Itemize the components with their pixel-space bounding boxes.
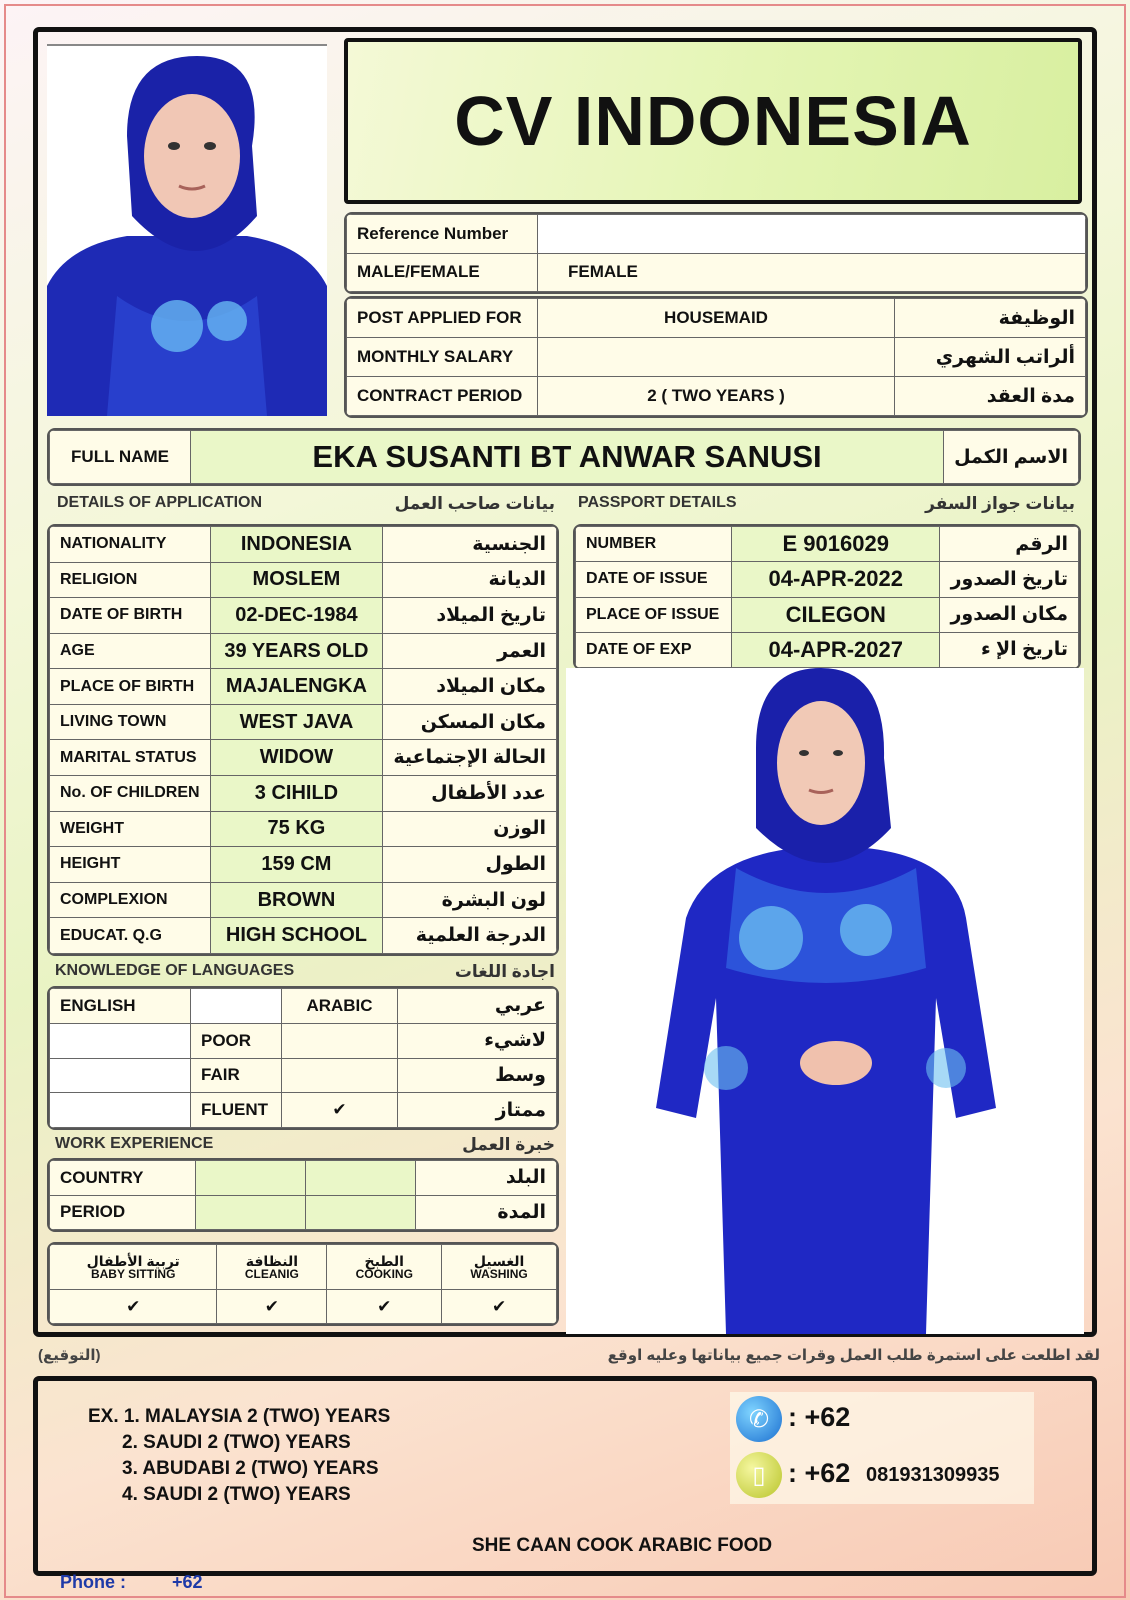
level-fair: FAIR	[191, 1058, 282, 1093]
passport-value: E 9016029	[732, 527, 940, 562]
gender-value: FEMALE	[538, 253, 1086, 292]
skill-label: COOKING	[355, 1267, 413, 1282]
detail-value: WIDOW	[210, 740, 383, 776]
skill-header	[217, 1245, 327, 1290]
reference-value	[538, 215, 1086, 254]
passport-row	[576, 562, 1079, 597]
detail-value: WEST JAVA	[210, 704, 383, 740]
period-label-ar: المدة	[416, 1195, 557, 1230]
detail-label-ar: لون البشرة	[383, 882, 557, 918]
reference-table	[344, 212, 1088, 294]
detail-value: 39 YEARS OLD	[210, 633, 383, 669]
check-poor	[282, 1023, 398, 1058]
languages-table	[47, 986, 559, 1130]
skill-label-ar: الغسيل	[473, 1252, 525, 1269]
detail-label-ar: الحالة الإجتماعية	[383, 740, 557, 776]
passport-table	[573, 524, 1081, 670]
detail-label: LIVING TOWN	[50, 704, 211, 740]
detail-row	[50, 598, 557, 634]
passport-row	[576, 527, 1079, 562]
full-name-label: FULL NAME	[50, 431, 191, 484]
english-header: ENGLISH	[50, 989, 191, 1024]
title-banner	[344, 38, 1082, 204]
experience-line-4: 4. SAUDI 2 (TWO) YEARS	[122, 1484, 351, 1505]
detail-row	[50, 811, 557, 847]
phone1-value: : +62	[788, 1402, 851, 1432]
salary-label: MONTHLY SALARY	[347, 338, 538, 377]
work-table	[47, 1158, 559, 1232]
passport-value: 04-APR-2027	[732, 632, 940, 667]
signature-label: (التوقيع)	[38, 1347, 101, 1364]
detail-label-ar: مكان الميلاد	[383, 669, 557, 705]
detail-value: 159 CM	[210, 847, 383, 883]
detail-value: MOSLEM	[210, 562, 383, 598]
mobile-number: 081931309935	[866, 1464, 1000, 1486]
country-label-ar: البلد	[416, 1161, 557, 1196]
level-poor: POOR	[191, 1023, 282, 1058]
skill-header	[442, 1245, 557, 1290]
detail-row	[50, 740, 557, 776]
level-fluent-ar: ممتاز	[398, 1093, 557, 1128]
level-fluent: FLUENT	[191, 1093, 282, 1128]
skill-label: WASHING	[470, 1267, 528, 1282]
detail-label: RELIGION	[50, 562, 211, 598]
passport-label: PLACE OF ISSUE	[576, 597, 732, 632]
detail-label: EDUCAT. Q.G	[50, 918, 211, 954]
signature-statement: لقد اطلعت على استمرة طلب العمل وقرات جميع بياناتها وعليه اوقع	[607, 1347, 1100, 1364]
detail-label: No. OF CHILDREN	[50, 776, 211, 812]
page-title: CV INDONESIA	[454, 82, 972, 160]
experience-line-1: EX. 1. MALAYSIA 2 (TWO) YEARS	[88, 1406, 391, 1427]
detail-value: MAJALENGKA	[210, 669, 383, 705]
detail-row	[50, 847, 557, 883]
passport-label-ar: مكان الصدور	[940, 597, 1079, 632]
passport-label-ar: تاريخ الصدور	[940, 562, 1079, 597]
detail-label-ar: مكان المسكن	[383, 704, 557, 740]
salary-value	[538, 338, 895, 377]
detail-value: HIGH SCHOOL	[210, 918, 383, 954]
passport-value: 04-APR-2022	[732, 562, 940, 597]
skill-label-ar: النظافة	[245, 1252, 299, 1269]
skill-label-ar: تربية الأطفال	[86, 1252, 180, 1269]
detail-label-ar: الجنسية	[383, 527, 557, 563]
passport-label-ar: الرقم	[940, 527, 1079, 562]
skill-header	[327, 1245, 442, 1290]
detail-value: INDONESIA	[210, 527, 383, 563]
detail-value: 3 CIHILD	[210, 776, 383, 812]
languages-section-title-ar: اجادة اللغات	[454, 962, 555, 981]
detail-value: BROWN	[210, 882, 383, 918]
full-name-value: EKA SUSANTI BT ANWAR SANUSI	[191, 431, 944, 484]
arabic-header-ar: عربي	[398, 989, 557, 1024]
phone-icon: ✆	[736, 1396, 782, 1442]
passport-label: DATE OF ISSUE	[576, 562, 732, 597]
portrait-photo	[47, 44, 327, 416]
passport-value: CILEGON	[732, 597, 940, 632]
experience-line-3: 3. ABUDABI 2 (TWO) YEARS	[122, 1458, 379, 1479]
check-fair	[282, 1058, 398, 1093]
detail-value: 02-DEC-1984	[210, 598, 383, 634]
passport-label: DATE OF EXP	[576, 632, 732, 667]
detail-label-ar: تاريخ الميلاد	[383, 598, 557, 634]
detail-row	[50, 704, 557, 740]
cooking-note: SHE CAAN COOK ARABIC FOOD	[472, 1535, 773, 1556]
post-label: POST APPLIED FOR	[347, 299, 538, 338]
salary-label-ar: ألراتب الشهري	[895, 338, 1086, 377]
application-section-title: DETAILS OF APPLICATION	[57, 494, 263, 511]
detail-label: WEIGHT	[50, 811, 211, 847]
detail-row	[50, 669, 557, 705]
detail-label: DATE OF BIRTH	[50, 598, 211, 634]
languages-section-title: KNOWLEDGE OF LANGUAGES	[55, 962, 295, 979]
detail-label: MARITAL STATUS	[50, 740, 211, 776]
check-fluent: ✔	[282, 1093, 398, 1128]
work-section-title-ar: خبرة العمل	[462, 1135, 555, 1154]
contract-label-ar: مدة العقد	[895, 377, 1086, 416]
passport-section-title-ar: بيانات جواز السفر	[925, 494, 1075, 513]
detail-label: AGE	[50, 633, 211, 669]
experience-line-2: 2. SAUDI 2 (TWO) YEARS	[122, 1432, 351, 1453]
detail-row	[50, 918, 557, 954]
gender-label: MALE/FEMALE	[347, 253, 538, 292]
passport-label-ar: تاريخ الإ ء	[940, 632, 1079, 667]
detail-row	[50, 882, 557, 918]
reference-label: Reference Number	[347, 215, 538, 254]
full-name-label-ar: الاسم الكمل	[944, 431, 1079, 484]
detail-row	[50, 527, 557, 563]
detail-label: NATIONALITY	[50, 527, 211, 563]
details-table	[47, 524, 559, 956]
country-label: COUNTRY	[50, 1161, 196, 1196]
post-table	[344, 296, 1088, 418]
mobile-icon: ▯	[736, 1452, 782, 1498]
detail-row	[50, 776, 557, 812]
full-body-photo	[566, 668, 1084, 1334]
arabic-header: ARABIC	[282, 989, 398, 1024]
skill-check: ✔	[50, 1290, 217, 1324]
detail-label: HEIGHT	[50, 847, 211, 883]
skill-label: CLEANIG	[244, 1267, 299, 1282]
passport-section-title: PASSPORT DETAILS	[578, 494, 737, 511]
period-label: PERIOD	[50, 1195, 196, 1230]
detail-value: 75 KG	[210, 811, 383, 847]
phone2-value: : +62	[788, 1458, 851, 1488]
contract-value: 2 ( TWO YEARS )	[538, 377, 895, 416]
contract-label: CONTRACT PERIOD	[347, 377, 538, 416]
detail-label-ar: عدد الأطفال	[383, 776, 557, 812]
full-name-table	[47, 428, 1081, 486]
application-section-title-ar: بيانات صاحب العمل	[394, 494, 555, 513]
passport-row	[576, 632, 1079, 667]
work-section-title: WORK EXPERIENCE	[55, 1135, 214, 1152]
detail-row	[50, 562, 557, 598]
footer-phone-value: +62	[172, 1572, 203, 1592]
skills-table	[47, 1242, 559, 1326]
skill-header	[50, 1245, 217, 1290]
post-value: HOUSEMAID	[538, 299, 895, 338]
detail-label-ar: الديانة	[383, 562, 557, 598]
detail-label-ar: العمر	[383, 633, 557, 669]
skill-check: ✔	[217, 1290, 327, 1324]
detail-label-ar: الوزن	[383, 811, 557, 847]
skill-label-ar: الطبخ	[364, 1252, 404, 1269]
passport-label: NUMBER	[576, 527, 732, 562]
skill-check: ✔	[327, 1290, 442, 1324]
level-poor-ar: لاشيء	[398, 1023, 557, 1058]
footer-phone-label: Phone :	[60, 1572, 126, 1592]
skill-label: BABY SITTING	[90, 1267, 176, 1282]
post-label-ar: الوظيفة	[895, 299, 1086, 338]
skill-check: ✔	[442, 1290, 557, 1324]
detail-label: PLACE OF BIRTH	[50, 669, 211, 705]
detail-row	[50, 633, 557, 669]
detail-label-ar: الدرجة العلمية	[383, 918, 557, 954]
detail-label-ar: الطول	[383, 847, 557, 883]
detail-label: COMPLEXION	[50, 882, 211, 918]
level-fair-ar: وسط	[398, 1058, 557, 1093]
passport-row	[576, 597, 1079, 632]
